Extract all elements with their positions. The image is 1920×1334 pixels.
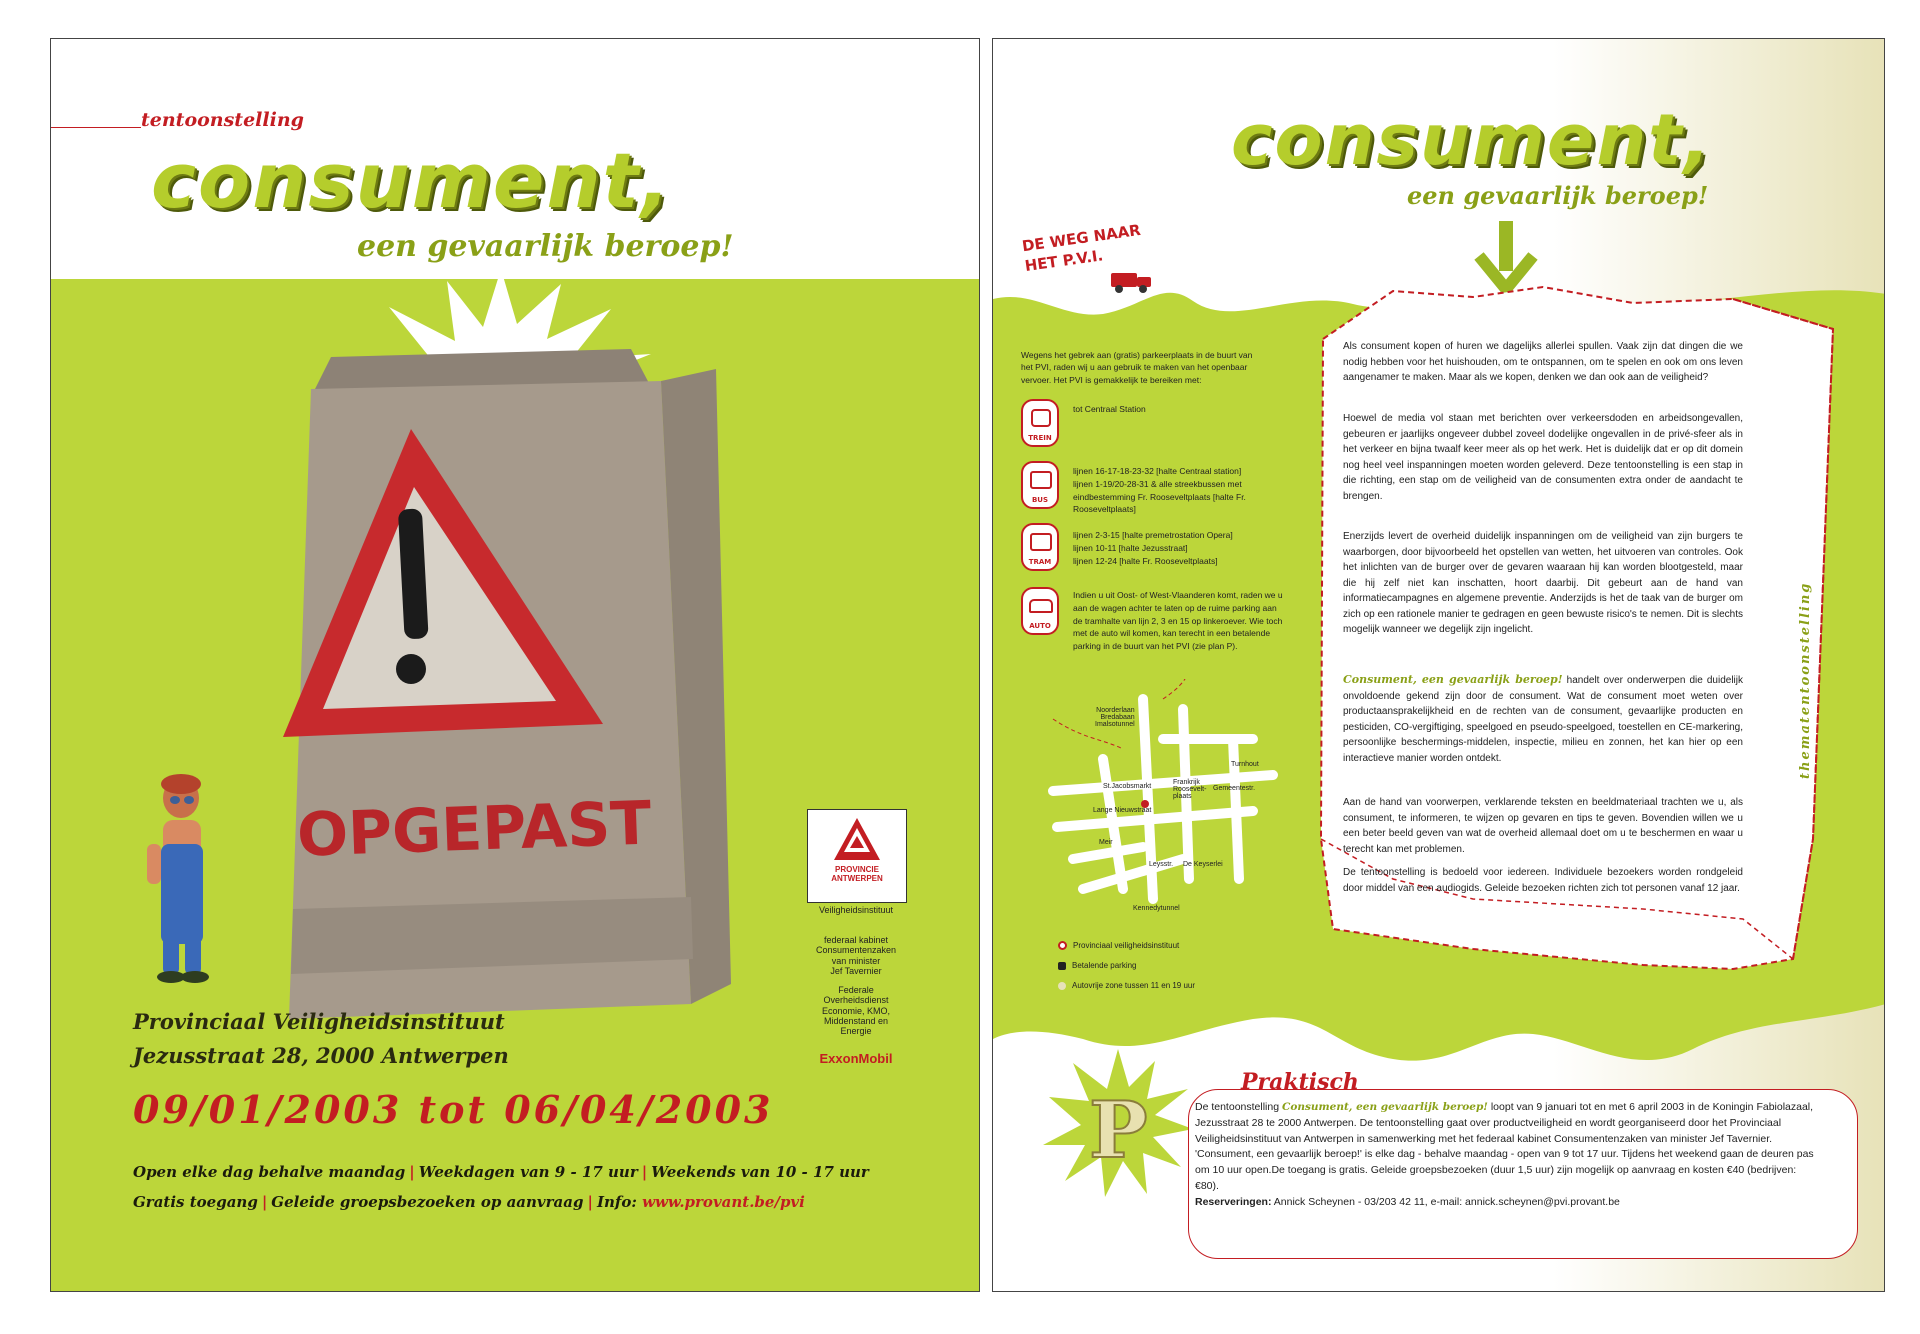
sponsor-fod: Federale Overheidsdienst Economie, KMO, Middenstand en Energie	[821, 985, 891, 1037]
brochure-title: consument,	[1231, 99, 1713, 181]
practical-text	[1195, 1100, 1823, 1210]
bag-illustration	[211, 269, 831, 1039]
separator: |	[641, 1163, 648, 1181]
info-label: Info:	[596, 1193, 637, 1211]
brochure-subtitle: een gevaarlijk beroep!	[1407, 181, 1709, 210]
legend-swatch	[1058, 982, 1066, 990]
weekday-hours: Weekdagen van 9 - 17 uur	[418, 1163, 638, 1181]
sponsor-kabinet: federaal kabinet Consumentenzaken van minister Jef Tavernier	[815, 935, 897, 977]
brochure-page	[992, 38, 1885, 1292]
map-label-gemeentestraat: Gemeentestr.	[1213, 785, 1256, 792]
practical-text-2: 'Consument, een gevaarlijk beroep!' is elke dag - behalve maandag - open van 9 tot 17 uur. Tijdens het weekend gaan de deuren pas om 10 uur open.De toegang is gratis. Geleide groepsbezoeken (duur 1,5 uur) zijn mogelijk op aanvraag en kosten €40 (bedrijven: €80).	[1195, 1148, 1814, 1192]
train-info: tot Centraal Station	[1073, 404, 1146, 414]
map-label-leysstraat: Leysstr.	[1149, 861, 1174, 868]
practical-starburst	[1043, 1049, 1193, 1199]
separator: |	[261, 1193, 268, 1211]
admission-row	[133, 1193, 805, 1211]
opening-hours-row	[133, 1163, 869, 1181]
opening-days: Open elke dag behalve maandag	[133, 1163, 406, 1181]
reservations-label: Reserveringen:	[1195, 1195, 1272, 1208]
venue-address: Jezusstraat 28, 2000 Antwerpen	[133, 1043, 509, 1068]
city-map	[1043, 679, 1283, 919]
exhibition-label: tentoonstelling	[141, 109, 304, 131]
legend-label: Betalende parking	[1072, 961, 1137, 970]
map-label-rooseveltplaats: Frankrijk Roosevelt- plaats	[1173, 779, 1207, 800]
legend-label: Provinciaal veiligheidsinstituut	[1073, 941, 1180, 950]
government-paragraph: Enerzijds levert de overheid duidelijk inspanningen om de veiligheid van zijn burgers te waarborgen, door bijvoorbeeld het opstellen van wetten, het uitvoeren van controles. Ook het inlichten van de burger over de gevaren waaraan hij kan worden blootgesteld, maar die hij zelf niet kan inschatten, hoort daarbij. Dit gebeurt aan de hand van informatiecampagnes en algemene preventie. Anderzijds is het de taak van de burger om zich op een rationele manier te gedragen en geen bewuste risico's te nemen. Dit is slechts mogelijk wanneer we degelijk zijn ingelicht.	[1343, 531, 1743, 635]
car-icon	[1021, 587, 1059, 635]
route-heading: DE WEG NAAR HET P.V.I.	[1020, 220, 1142, 275]
exhibition-dates: 09/01/2003 tot 06/04/2003	[133, 1087, 774, 1132]
legend-item	[1058, 981, 1195, 990]
car-info: Indien u uit Oost- of West-Vlaanderen komt, raden we u aan de wagen achter te laten op de ruime parking aan de tramhalte van lijn 2, 3 en 15 op linkeroever. Wie toch met de auto wil komen, kan terecht in een betalende parking in de buurt van het PVI (zie plan P).	[1073, 590, 1283, 651]
reservations-contact: Annick Scheynen - 03/203 42 11, e-mail: annick.scheynen@pvi.provant.be	[1273, 1195, 1620, 1208]
practical-p-icon: P	[1089, 1085, 1148, 1176]
map-label-stjacobsmarkt: St.Jacobsmarkt	[1103, 783, 1152, 790]
venue-name: Provinciaal Veiligheidsinstituut	[133, 1009, 505, 1034]
city-map-streets	[1043, 679, 1283, 919]
legend-label: Autovrije zone tussen 11 en 19 uur	[1072, 981, 1196, 990]
provincie-logo	[807, 809, 907, 903]
legend-item	[1058, 961, 1137, 970]
topics-highlight: Consument, een gevaarlijk beroep!	[1343, 673, 1563, 686]
legend-swatch	[1058, 962, 1066, 970]
audience-paragraph: De tentoonstelling is bedoeld voor iedereen. Individuele bezoekers worden rondgeleid door middel van een audiogids. Geleide bezoeken richten zich tot personen vanaf 12 jaar.	[1343, 867, 1743, 894]
tram-caption: TRAM	[1028, 558, 1052, 566]
bus-caption: BUS	[1031, 496, 1049, 504]
tram-info: lijnen 2-3-15 [halte premetrostation Opera] lijnen 10-11 [halte Jezusstraat] lijnen 12-24 [halte Fr. Rooseveltplaats]	[1073, 530, 1233, 566]
free-entry: Gratis toegang	[133, 1193, 258, 1211]
topics-body: handelt over onderwerpen die duidelijk onvoldoende gekend zijn door de consument. Wat de consument moet weten over productaansprakelijkheid en de rechten van de consument, gevaarlijke producten en pesticiden, CO-vergiftiging, speelgoed en pseudo-speelgoed, toestellen en CE-markering, persoonlijke beschermings-middelen, inspectie, milieu en zonnen, het kan hier op een interactieve manier worden ontdekt.	[1343, 675, 1743, 764]
side-label: thematentoonstelling	[1798, 581, 1813, 779]
practical-heading: Praktisch	[1241, 1069, 1359, 1095]
map-label-kennedytunnel: Kennedytunnel	[1133, 905, 1180, 912]
truck-icon	[1111, 267, 1155, 295]
materials-paragraph: Aan de hand van voorwerpen, verklarende teksten en beeldmateriaal trachten we u, als consument, te informeren, te wijzen op gevaren en tips te geven. Bovendien willen we u een beter beeld geven van wat de overheid allemaal doet om u te beschermen en waar u terecht kan met problemen.	[1343, 797, 1743, 855]
statistics-paragraph: Hoewel de media vol staan met berichten over verkeersdoden en arbeidsongevallen, gebeuren er jaarlijks ongeveer dubbel zoveel dodelijke ongevallen in de privé-sfeer als in het verkeer en bijna twaalf keer meer als op het werk. Het is duidelijk dat er op dit domein nog heel veel inspanningen moeten worden geleverd. Deze tentoonstelling is een stap in die richting, een stap om de veiligheid van de consumenten extra onder de aandacht te brengen.	[1343, 413, 1743, 502]
intro-paragraph: Als consument kopen of huren we dagelijks allerlei spullen. Vaak zijn dat dingen die we nodig hebben voor het huishouden, om te ontspannen, om te spelen en ook om ons leven aangenamer te maken. Maar als we kopen, denken we dan ook aan de veiligheid?	[1343, 341, 1743, 383]
map-label-lange-nieuwstraat: Lange Nieuwstraat	[1093, 807, 1152, 814]
train-icon	[1021, 399, 1059, 447]
map-label-turnhout: Turnhout	[1231, 761, 1259, 768]
bus-info: lijnen 16-17-18-23-32 [halte Centraal station] lijnen 1-19/20-28-31 & alle streekbussen met eindbestemming Fr. Rooseveltplaats [halte Fr. Rooseveltplaats]	[1073, 466, 1246, 515]
separator: |	[409, 1163, 415, 1181]
group-visits: Geleide groepsbezoeken op aanvraag	[271, 1193, 584, 1211]
header-rule	[51, 127, 141, 128]
tram-icon	[1021, 523, 1059, 571]
topics-paragraph	[1343, 671, 1743, 766]
route-intro: Wegens het gebrek aan (gratis) parkeerplaats in de buurt van het PVI, raden wij u aan gebruik te maken van het openbaar vervoer. Het PVI is gemakkelijk te bereiken met:	[1021, 350, 1253, 385]
provincie-logo-text: PROVINCIE ANTWERPEN	[831, 865, 883, 883]
practical-highlight: Consument, een gevaarlijk beroep!	[1281, 1101, 1488, 1113]
map-label-noorderlaan: Noorderlaan Bredabaan Imalsotunnel	[1095, 707, 1135, 728]
map-label-meir: Meir	[1099, 839, 1113, 846]
sponsor-exxonmobil: ExxonMobil	[819, 1051, 893, 1066]
practical-text-1: loopt van 9 januari tot en met 6 april 2003 in de Koningin Fabiolazaal, Jezusstraat 28 te 2000 Antwerpen. De tentoonstelling gaat over productveiligheid en wordt georganiseerd door het Provinciaal Veiligheidsinstituut van Antwerpen in samenwerking met het federaal kabinet Consumentenzaken van minister Jef Tavernier.	[1195, 1101, 1814, 1145]
weekend-hours: Weekends van 10 - 17 uur	[651, 1163, 869, 1181]
practical-lead: De tentoonstelling	[1195, 1101, 1280, 1113]
poster-subtitle: een gevaarlijk beroep!	[357, 229, 734, 264]
legend-swatch	[1058, 941, 1067, 950]
bag-warning-text: OPGEPAST	[295, 788, 653, 871]
poster-page	[50, 38, 980, 1292]
bus-icon	[1021, 461, 1059, 509]
info-url-link[interactable]: www.provant.be/pvi	[642, 1193, 805, 1211]
provincie-logo-mark	[834, 818, 880, 860]
worker-mascot	[141, 774, 221, 984]
car-caption: AUTO	[1029, 622, 1051, 630]
separator: |	[587, 1193, 593, 1211]
provincie-logo-caption: Veiligheidsinstituut	[818, 905, 894, 915]
exclamation-dot	[396, 654, 426, 684]
train-caption: TREIN	[1028, 434, 1052, 442]
legend-item	[1058, 941, 1179, 950]
poster-title: consument,	[151, 136, 672, 225]
map-label-keyserlei: De Keyserlei	[1183, 861, 1223, 868]
